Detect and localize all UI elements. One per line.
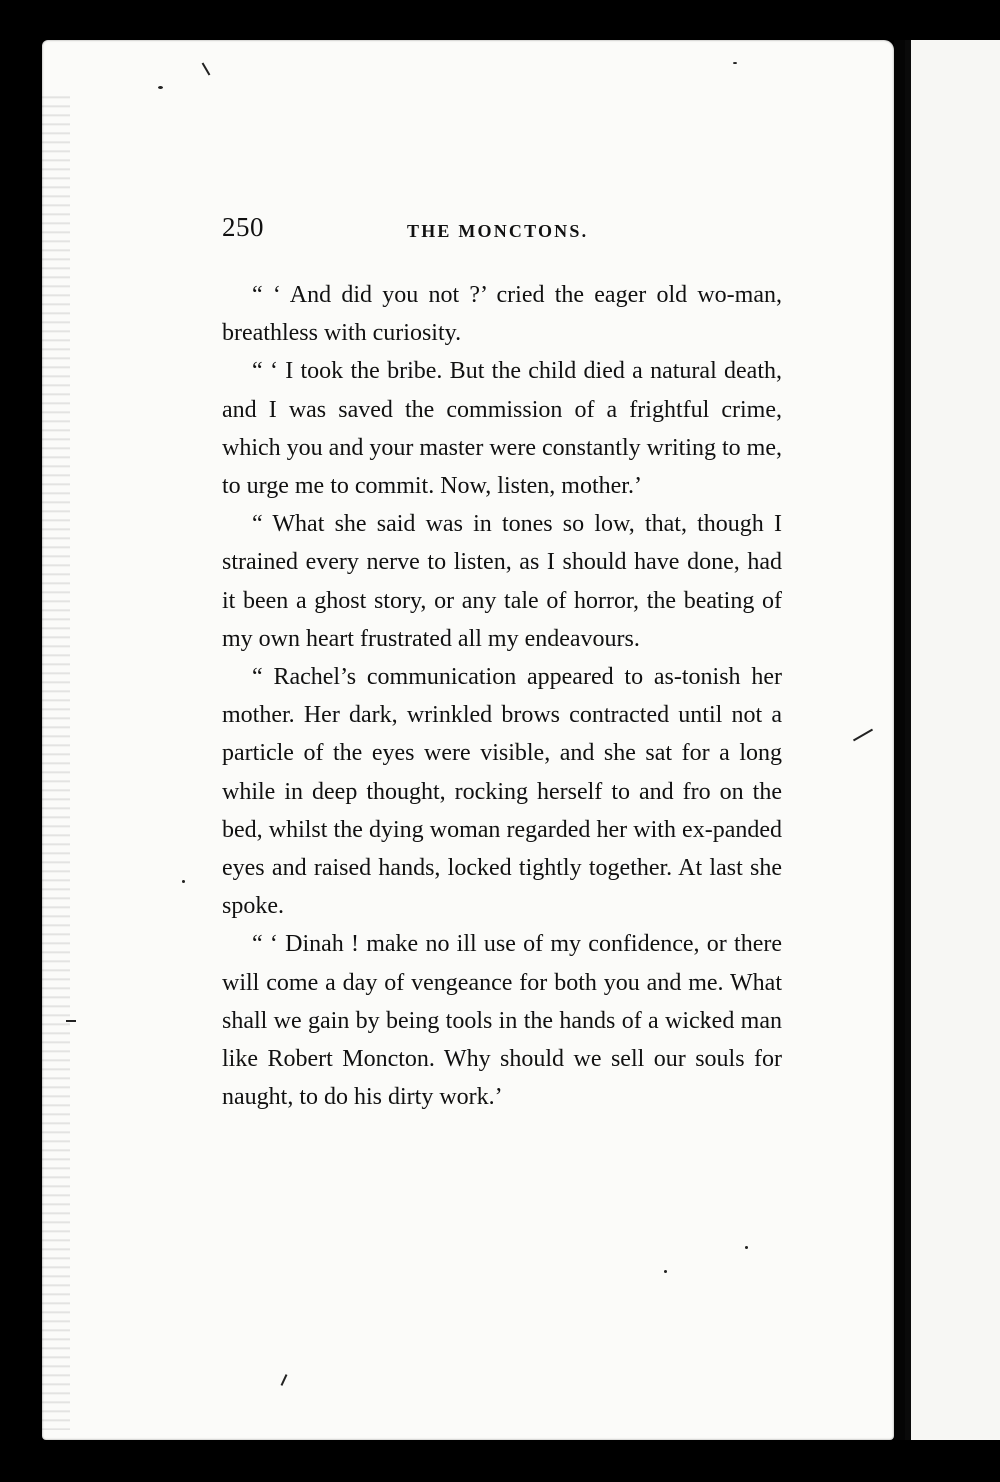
- paragraph: “ ‘ And did you not ?’ cried the eager old wo-man, breathless with curiosity.: [222, 282, 782, 347]
- scan-speck: [664, 1270, 667, 1273]
- scan-speck: [182, 880, 185, 883]
- body-text: [222, 276, 782, 1116]
- left-margin-scan-noise: [42, 90, 70, 1430]
- paragraph: “ ‘ I took the bribe. But the child died a natural death, and I was saved the commission of a frightful crime, which you and your master were constantly writing to me, to urge me to commit. Now, listen, mother.’: [222, 358, 782, 500]
- scan-speck: [733, 62, 737, 64]
- paragraph: “ What she said was in tones so low, that, though I strained every nerve to listen, as I should have done, had it been a ghost story, or any tale of horror, the beating of my own heart frustrated all my endeavours.: [222, 511, 782, 652]
- page-header: [222, 212, 782, 252]
- paragraph: “ Rachel’s communication appeared to as-tonish her mother. Her dark, wrinkled brows contracted until not a particle of the eyes were visible, and she sat for a long while in deep thought, rocking herself to and fro on the bed, whilst the dying woman regarded her with ex-panded eyes and raised hands, locked tightly together. At last she spoke.: [222, 664, 782, 920]
- scan-speck: [745, 1246, 748, 1249]
- running-head: THE MONCTONS.: [407, 221, 589, 241]
- scan-speck: [158, 86, 163, 89]
- scan-speck: [66, 1020, 76, 1022]
- paragraph: “ ‘ Dinah ! make no ill use of my confidence, or there will come a day of vengeance for both you and me. What shall we gain by being tools in the hands of a wicked man like Robert Moncton. Why should we sell our souls for naught, to do his dirty work.’: [222, 931, 782, 1111]
- page-number: 250: [222, 212, 264, 242]
- next-page-edge: [905, 40, 1000, 1440]
